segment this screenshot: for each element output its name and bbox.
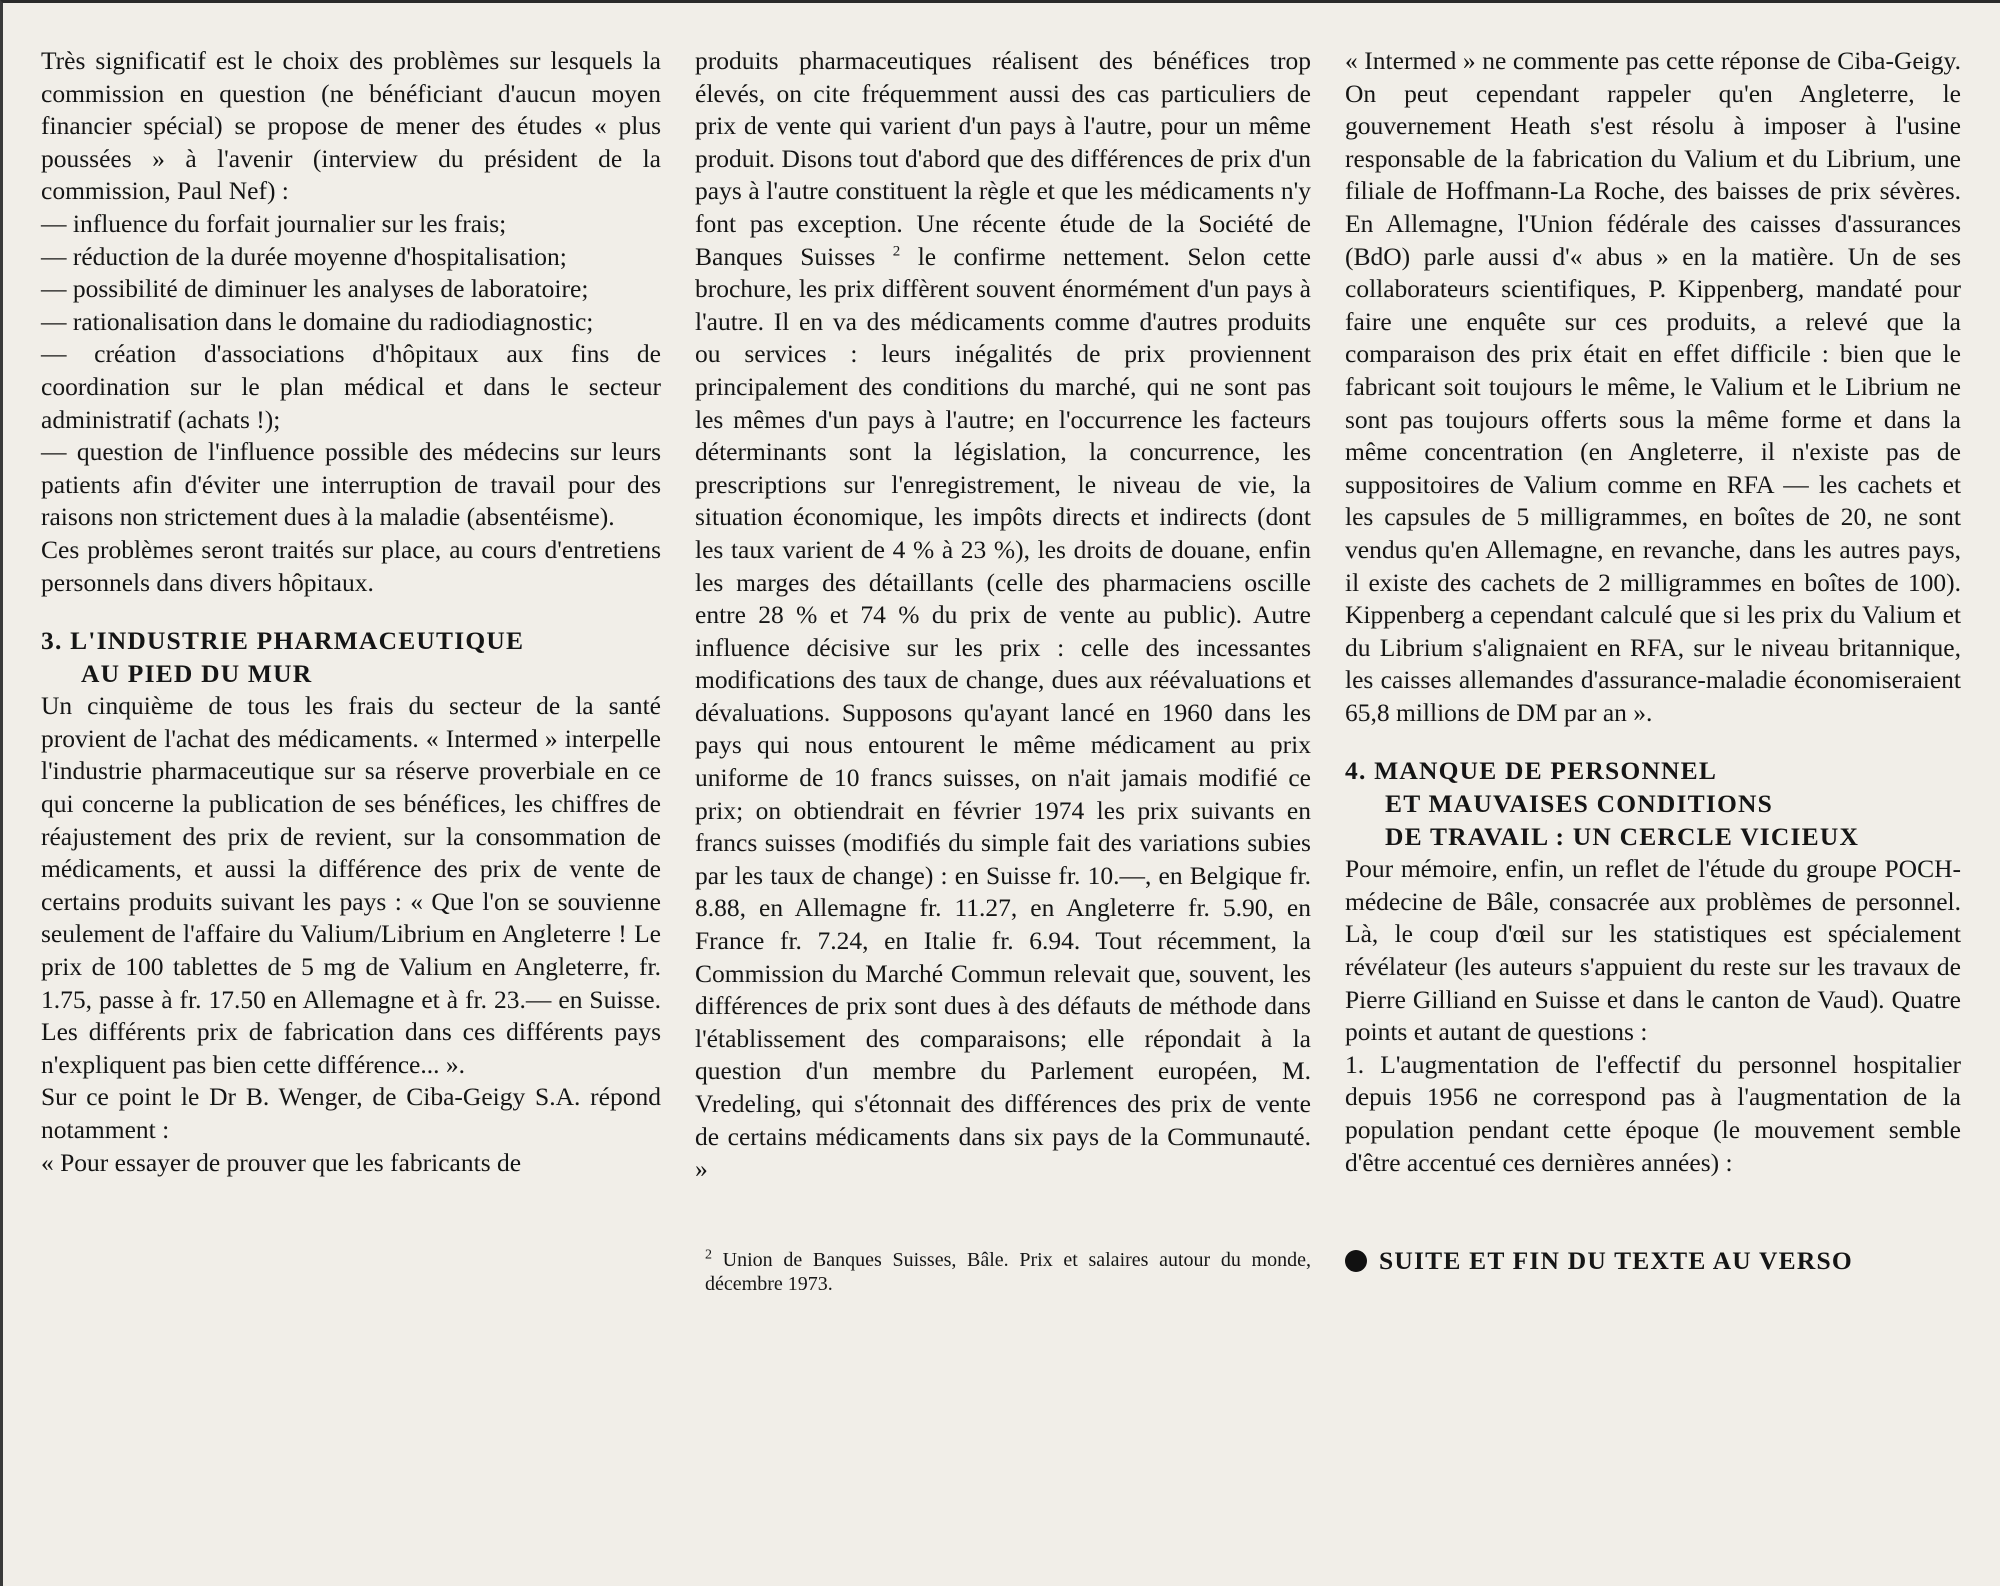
section-4-heading-line2: ET MAUVAISES CONDITIONS bbox=[1385, 789, 1774, 819]
footnote-number: 2 bbox=[705, 1247, 712, 1263]
continued-notice-text: SUITE ET FIN DU TEXTE AU VERSO bbox=[1379, 1246, 1853, 1276]
intro-paragraph: Très significatif est le choix des problèmes sur lesquels la commission en question (ne bénéficiant d'aucun moyen financier spécial) se propose de mener des études « plus poussées » à l'avenir (interview du président de la commission, Paul Nef) : bbox=[41, 46, 661, 206]
footnote-text: Union de Banques Suisses, Bâle. Prix et salaires autour du monde, décembre 1973. bbox=[705, 1248, 1311, 1295]
list-item: — question de l'influence possible des médecins sur leurs patients afin d'éviter une interruption de travail pour des raisons non strictement dues à la maladie (absentéisme). bbox=[41, 437, 661, 532]
list-item: — réduction de la durée moyenne d'hospitalisation; bbox=[41, 241, 567, 271]
section-4-paragraph: Pour mémoire, enfin, un reflet de l'étude du groupe POCH-médecine de Bâle, consacrée aux problèmes de personnel. Là, le coup d'œil sur les statistiques est spécialement révélateur (les auteurs s'appuient du reste sur les travaux de Pierre Gilliand en Suisse et dans le canton de Vaud). Quatre points et autant de questions : bbox=[1345, 854, 1961, 1047]
section-3-heading-line1: 3. L'INDUSTRIE PHARMACEUTIQUE bbox=[41, 626, 525, 656]
section-4-paragraph: 1. L'augmentation de l'effectif du personnel hospitalier depuis 1956 ne correspond pas à l'augmentation de la population pendant cette époque (le mouvement semble d'être accentué ces dernières années) : bbox=[1345, 1049, 1961, 1177]
text-column-right bbox=[1345, 45, 1961, 1278]
list-item: — création d'associations d'hôpitaux aux fins de coordination sur le plan médical et dans le secteur administratif (achats !); bbox=[41, 339, 661, 434]
section-3-paragraph: « Pour essayer de prouver que les fabricants de bbox=[41, 1147, 522, 1177]
text-column-left bbox=[41, 45, 661, 1179]
body-text-part2: le confirme nettement. Selon cette brochure, les prix diffèrent souvent énormément d'un pays à l'autre. Il en va des médicaments comme d'autres produits ou services : leurs inégalités de prix proviennent principalement des conditions du marché, qui ne sont pas les mêmes d'un pays à l'autre; en l'occurrence les facteurs déterminants sont la législation, la concurrence, les prescriptions sur l'enregistrement, le niveau de vie, la situation économique, les impôts directs et indirects (dont les taux varient de 4 % à 23 %), les droits de douane, enfin les marges des détaillants (celle des pharmaciens oscille entre 28 % et 74 % du prix de vente au public). Autre influence décisive sur les prix : celle des incessantes modifications des taux de change, dues aux réévaluations et dévaluations. Supposons qu'ayant lancé en 1960 dans les pays qui nous entourent le même médicament au prix uniforme de 10 francs suisses, on n'ait jamais modifié ce prix; on obtiendrait en février 1974 les prix suivants en francs suisses (modifiés du simple fait des variations subies par les taux de change) : en Suisse fr. 10.—, en Belgique fr. 8.88, en Allemagne fr. 11.27, en Angleterre fr. 5.90, en France fr. 7.24, en Italie fr. 6.94. Tout récemment, la Commission du Marché Commun relevait que, souvent, les différences de prix sont dues à des défauts de méthode dans l'établissement des comparaisons; elle répondait à la question d'un membre du Parlement européen, M. Vredeling, qui s'étonnait des différences des prix de vente de certains médicaments dans six pays de la Communauté. » bbox=[695, 241, 1311, 1184]
continued-notice bbox=[1345, 1245, 1961, 1278]
section-3-paragraph: Sur ce point le Dr B. Wenger, de Ciba-Geigy S.A. répond notamment : bbox=[41, 1082, 661, 1144]
closing-paragraph: Ces problèmes seront traités sur place, au cours d'entretiens personnels dans divers hôpitaux. bbox=[41, 534, 661, 597]
body-paragraph: « Intermed » ne commente pas cette réponse de Ciba-Geigy. On peut cependant rappeler qu'en Angleterre, le gouvernement Heath s'est résolu à imposer à l'usine responsable de la fabrication du Valium et du Librium, une filiale de Hoffmann-La Roche, des baisses de prix sévères. En Allemagne, l'Union fédérale des caisses d'assurances (BdO) parle aussi d'« abus » en la matière. Un de ses collaborateurs scientifiques, P. Kippenberg, mandaté pour faire une enquête sur ces produits, a relevé que la comparaison des prix était en effet difficile : bien que le fabricant soit toujours le même, le Valium et le Librium ne sont pas toujours offerts sous la même forme et dans la même concentration (en Angleterre, il n'existe pas de suppositoires de Valium comme en RFA — les cachets et les capsules de 5 milligrammes, en boîtes de 20, ne sont vendus qu'en Allemagne, en revanche, dans les autres pays, il existe des cachets de 2 milligrammes en boîtes de 100). Kippenberg a cependant calculé que si les prix du Valium et du Librium s'alignaient en RFA, sur le niveau britannique, les caisses allemandes d'assurance-maladie économiseraient 65,8 millions de DM par an ». bbox=[1345, 46, 1961, 727]
bullet-icon bbox=[1345, 1250, 1367, 1272]
section-3-heading bbox=[41, 625, 661, 690]
footnote-reference: 2 bbox=[892, 243, 901, 260]
list-item: — influence du forfait journalier sur les frais; bbox=[41, 208, 507, 238]
section-4-heading-line1: 4. MANQUE DE PERSONNEL bbox=[1345, 756, 1718, 786]
section-4-heading-line3: DE TRAVAIL : UN CERCLE VICIEUX bbox=[1385, 821, 1860, 851]
section-3-paragraph: Un cinquième de tous les frais du secteur de la santé provient de l'achat des médicaments. « Intermed » interpelle l'industrie pharmaceutique sur sa réserve proverbiale en ce qui concerne la publication de ses bénéfices, les chiffres de réajustement des prix de revient, sur la consommation de médicaments, et aussi la différence des prix de vente de certains produits suivant les pays : « Que l'on se souvienne seulement de l'affaire du Valium/Librium en Angleterre ! Le prix de 100 tablettes de 5 mg de Valium en Angleterre, fr. 1.75, passe à fr. 17.50 en Allemagne et à fr. 23.— en Suisse. Les différents prix de fabrication dans ces différents pays n'expliquent pas bien cette différence... ». bbox=[41, 691, 661, 1079]
footnote bbox=[695, 1248, 1311, 1296]
body-text-part1: produits pharmaceutiques réalisent des bénéfices trop élevés, on cite fréquemment aussi des cas particuliers de prix de vente qui varient d'un pays à l'autre, pour un même produit. Disons tout d'abord que des différences de prix d'un pays à l'autre constituent la règle et que les médicaments n'y font pas exception. Une récente étude de la Société de Banques Suisses bbox=[695, 46, 1311, 271]
list-item: — possibilité de diminuer les analyses de laboratoire; bbox=[41, 274, 589, 304]
body-paragraph bbox=[695, 45, 1311, 1186]
text-column-middle bbox=[695, 45, 1311, 1296]
list-item: — rationalisation dans le domaine du radiodiagnostic; bbox=[41, 306, 594, 336]
section-4-heading bbox=[1345, 755, 1961, 853]
section-3-heading-line2: AU PIED DU MUR bbox=[81, 658, 313, 688]
